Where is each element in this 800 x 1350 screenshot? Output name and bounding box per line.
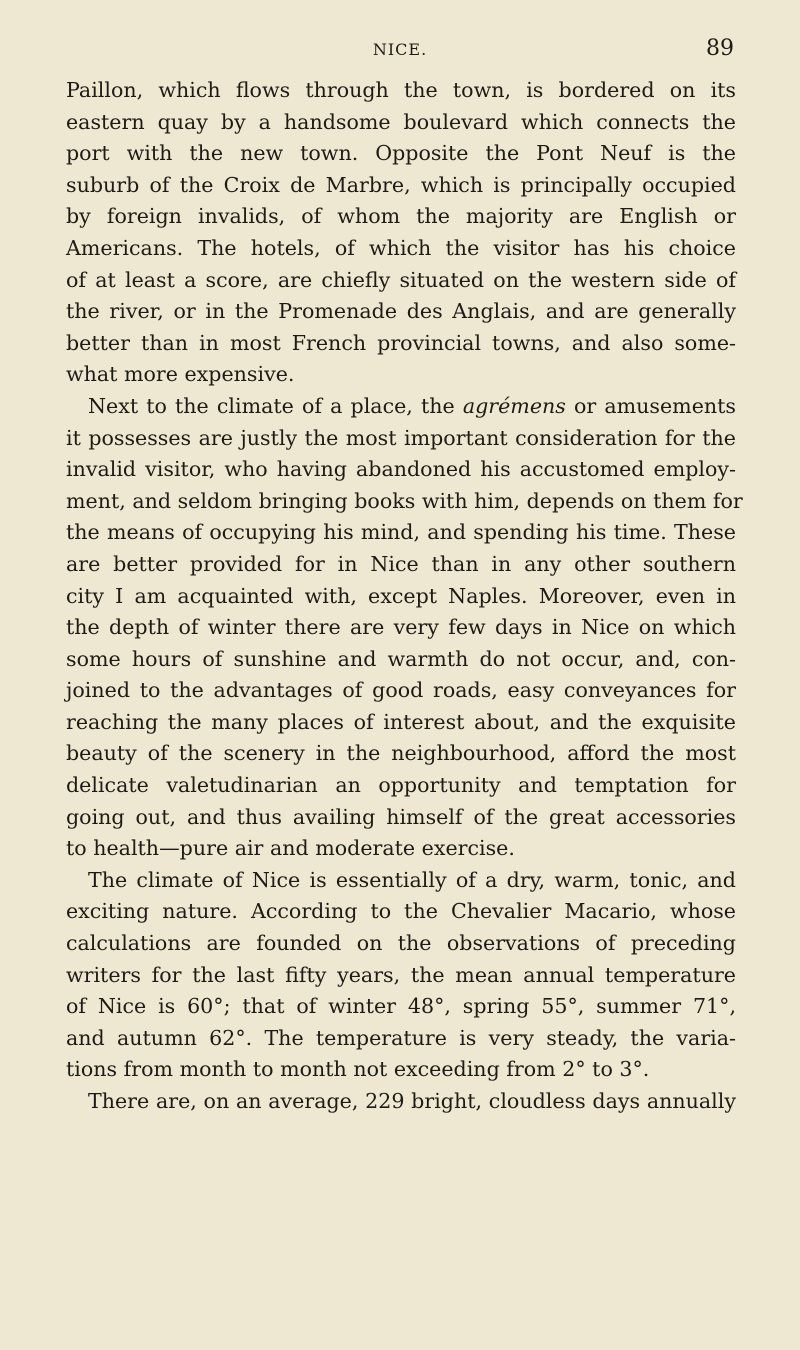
text-line: joined to the advantages of good roads, easy conveyances for (66, 678, 736, 703)
text-segment: or amusements (573, 393, 736, 418)
text-line: suburb of the Croix de Marbre, which is principally occupied (66, 172, 736, 197)
page-header (66, 36, 734, 66)
body-text (66, 75, 743, 1118)
text-line: eastern quay by a handsome boulevard which connects the (66, 109, 736, 134)
running-head: NICE. (372, 40, 428, 59)
text-line: better than in most French provincial towns, and also some- (66, 330, 736, 355)
text-line: of Nice is 60°; that of winter 48°, spring 55°, summer 71°, (66, 994, 736, 1019)
text-line: port with the new town. Opposite the Pont Neuf is the (66, 141, 736, 166)
text-line: the means of occupying his mind, and spending his time. These (66, 520, 736, 545)
page-number: 89 (706, 36, 734, 61)
text-line: what more expensive. (66, 362, 295, 387)
text-line: Paillon, which flows through the town, is bordered on its (66, 78, 736, 102)
text-line: the river, or in the Promenade des Anglais, and are generally (66, 299, 736, 324)
text-line: going out, and thus availing himself of the great accessories (66, 804, 736, 829)
text-line: city I am acquainted with, except Naples. Moreover, even in (66, 583, 736, 608)
text-line: exciting nature. According to the Chevalier Macario, whose (66, 899, 736, 924)
text-line: invalid visitor, who having abandoned his accustomed employ- (66, 457, 736, 482)
text-line: calculations are founded on the observations of preceding (66, 931, 736, 956)
text-line: are better provided for in Nice than in any other southern (66, 551, 736, 576)
italic-term: agrémens (462, 393, 566, 418)
text-segment: Next to the climate of a place, the (88, 393, 455, 418)
text-line (66, 391, 736, 423)
text-line: reaching the many places of interest about, and the exquisite (66, 709, 736, 734)
text-line: and autumn 62°. The temperature is very steady, the varia- (66, 1025, 736, 1050)
text-line: Americans. The hotels, of which the visitor has his choice (66, 235, 736, 260)
text-line: ment, and seldom bringing books with him, depends on them for (66, 488, 743, 513)
text-line: by foreign invalids, of whom the majority are English or (66, 204, 736, 229)
text-line: some hours of sunshine and warmth do not occur, and, con- (66, 646, 736, 671)
text-line: tions from month to month not exceeding from 2° to 3°. (66, 1057, 650, 1082)
text-line: There are, on an average, 229 bright, cloudless days annually (88, 1089, 736, 1113)
text-line: to health—pure air and moderate exercise. (66, 836, 515, 861)
text-line: delicate valetudinarian an opportunity and temptation for (66, 773, 736, 798)
text-line: beauty of the scenery in the neighbourhood, afford the most (66, 741, 736, 766)
text-line: the depth of winter there are very few days in Nice on which (66, 615, 736, 640)
text-line: The climate of Nice is essentially of a dry, warm, tonic, and (88, 867, 736, 892)
text-line: it possesses are justly the most important consideration for the (66, 425, 736, 450)
text-line: of at least a score, are chiefly situated on the western side of (66, 267, 736, 292)
text-line: writers for the last fifty years, the mean annual temperature (66, 962, 736, 987)
